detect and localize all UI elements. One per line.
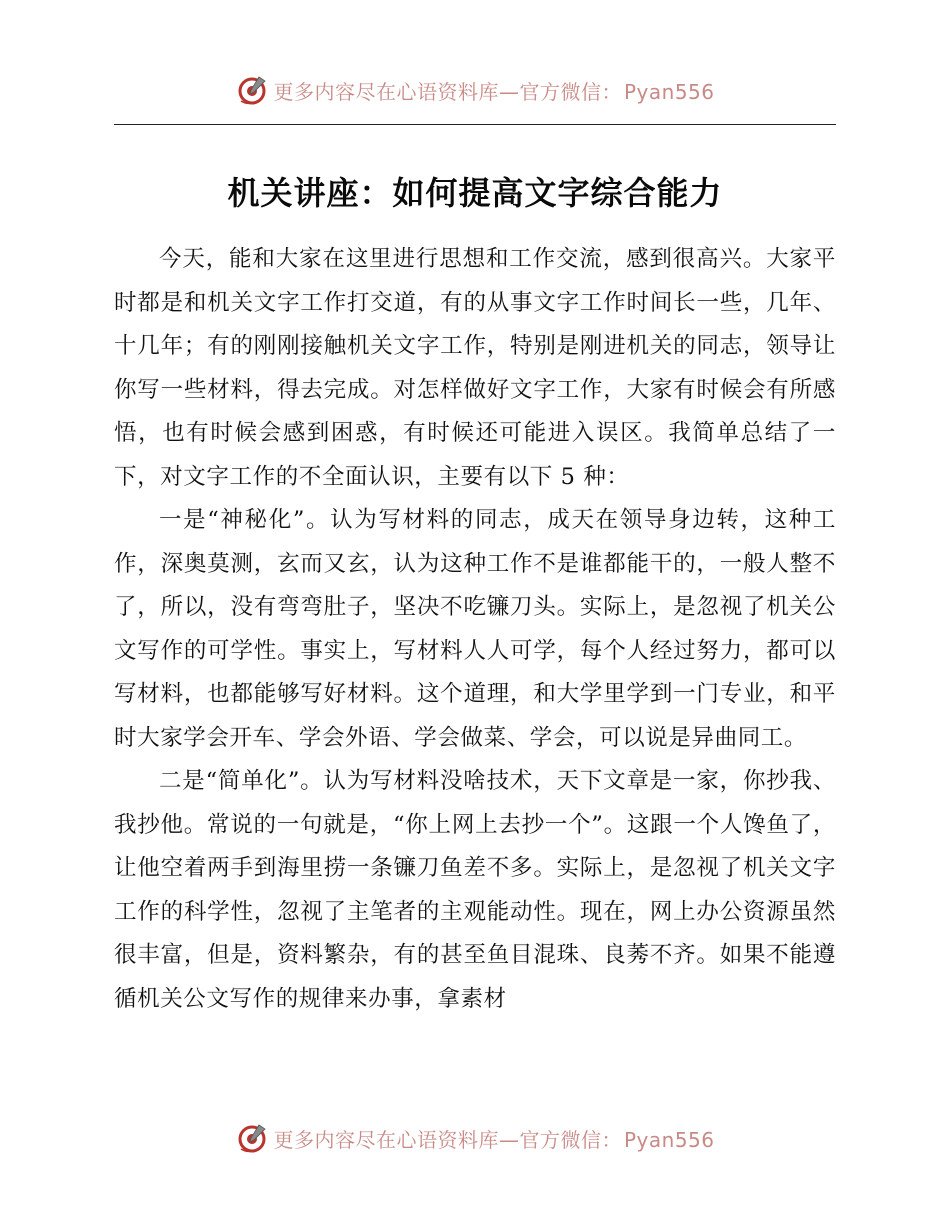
header-banner-text (273, 76, 714, 105)
header-banner-inner (235, 73, 714, 107)
header-divider (114, 124, 836, 125)
footer-banner-wechat-label: 官方微信： (519, 1127, 622, 1152)
header-banner (0, 70, 950, 110)
paragraph-point-one: 一是“神秘化”。认为写材料的同志，成天在领导身边转，这种工作，深奥莫测，玄而又玄，认为这种工作不是谁都能干的，一般人整不了，所以，没有弯弯肚子，坚决不吃镰刀头。实际上，是忽视了机关公文写作的可学性。事实上，写材料人人可学，每个人经过努力，都可以写材料，也都能够写好材料。这个道理，和大学里学到一门专业，和平时大家学会开车、学会外语、学会做菜、学会，可以说是异曲同工。 (114, 507, 836, 751)
paragraph-point-two: 二是“简单化”。认为写材料没啥技术，天下文章是一家，你抄我、我抄他。常说的一句就是，“你上网上去抄一个”。这跟一个人馋鱼了，让他空着两手到海里捞一条镰刀鱼差不多。实际上，是忽视了机关文字工作的科学性，忽视了主笔者的主观能动性。现在，网上办公资源虽然很丰富，但是，资料繁杂，有的甚至鱼目混珠、良莠不齐。如果不能遵循机关公文写作的规律来办事，拿素材 (114, 768, 836, 1012)
document-body (114, 238, 836, 1021)
paragraph-intro: 今天，能和大家在这里进行思想和工作交流，感到很高兴。大家平时都是和机关文字工作打交道，有的从事文字工作时间长一些，几年、十几年；有的刚刚接触机关文字工作，特别是刚进机关的同志，领导让你写一些材料，得去完成。对怎样做好文字工作，大家有时候会有所感悟，也有时候会感到困惑，有时候还可能进入误区。我简单总结了一下，对文字工作的不全面认识，主要有以下 5 种： (114, 246, 836, 490)
header-banner-wechat-label: 官方微信： (519, 79, 622, 104)
header-banner-dash: — (498, 79, 520, 104)
pen-logo-icon (235, 73, 269, 107)
header-banner-wechat-id: Pyan556 (623, 79, 715, 104)
footer-banner-wechat-id: Pyan556 (623, 1127, 715, 1152)
footer-banner (0, 1118, 950, 1158)
footer-banner-text (273, 1124, 714, 1153)
footer-banner-inner (235, 1121, 714, 1155)
document-title: 机关讲座：如何提高文字综合能力 (227, 174, 723, 212)
pen-logo-icon (235, 1121, 269, 1155)
header-banner-slogan: 更多内容尽在心语资料库 (273, 79, 499, 104)
footer-banner-dash: — (498, 1127, 520, 1152)
footer-banner-slogan: 更多内容尽在心语资料库 (273, 1127, 499, 1152)
